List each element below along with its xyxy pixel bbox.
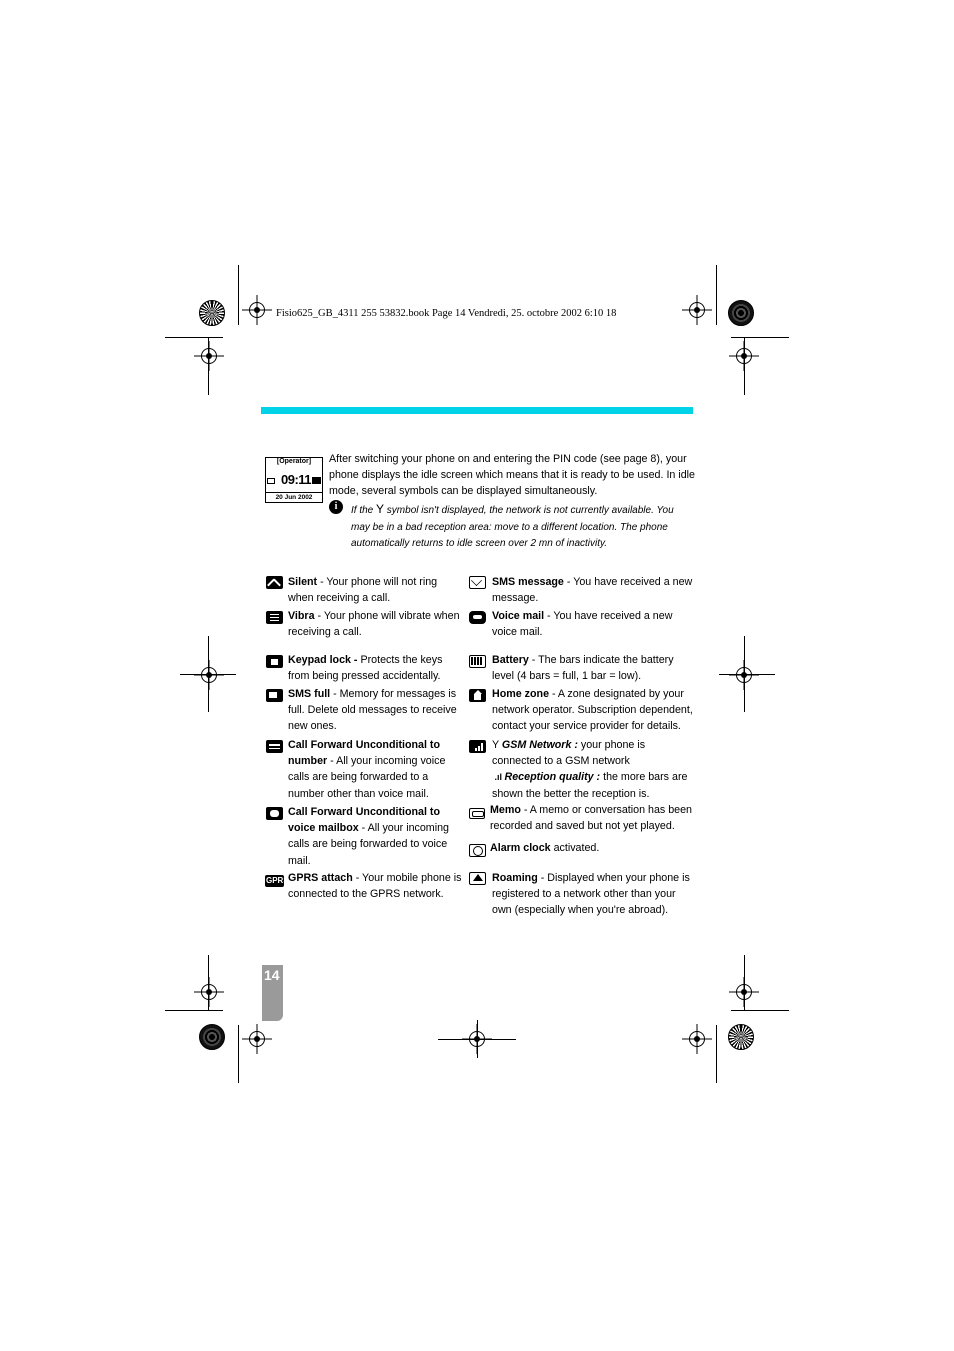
list-item: Battery - The bars indicate the battery level (4 bars = full, 1 bar = low).: [492, 654, 674, 683]
reception-bars-icon: .ıl: [492, 772, 505, 783]
list-item: Home zone - A zone designated by your network operator. Subscription dependent, contact your service provider for details.: [492, 688, 693, 733]
list-item: Voice mail - You have received a new voice mail.: [492, 610, 673, 639]
sms-message-icon: [469, 576, 486, 589]
signal-icon: [312, 477, 321, 484]
antenna-icon: Y: [492, 739, 502, 751]
color-target: [728, 300, 754, 326]
list-item: Alarm clock activated.: [490, 842, 600, 854]
color-target: [728, 1024, 754, 1050]
sms-full-icon: [266, 689, 283, 702]
clock-time: 09:11: [281, 472, 312, 487]
idle-screen-illustration: [265, 457, 323, 503]
keypad-lock-icon: [266, 655, 283, 668]
operator-label: [Operator]: [276, 458, 312, 465]
alarm-clock-icon: [469, 844, 486, 857]
list-item: Silent - Your phone will not ring when receiving a call.: [288, 576, 438, 605]
vibra-icon: [266, 611, 283, 624]
page-number: 14: [264, 967, 280, 983]
list-item: SMS message - You have received a new message.: [492, 576, 693, 605]
color-target: [199, 300, 225, 326]
voice-mail-icon: [469, 611, 486, 624]
file-info-header: Fisio625_GB_4311 255 53832.book Page 14 Vendredi, 25. octobre 2002 6:10 18: [276, 308, 617, 319]
list-item: GPRS attach - Your mobile phone is connected to the GPRS network.: [288, 872, 462, 901]
silent-icon: [266, 576, 283, 589]
battery-icon: [267, 478, 275, 484]
page-number-tab: [262, 965, 283, 1021]
call-forward-number-icon: [266, 740, 283, 753]
section-bar: [261, 407, 693, 414]
intro-note: If the Y symbol isn't displayed, the network is not currently available. You may be in a bad reception area: move to a different location. The phone automatically returns to idle screen over 2 mn of inactivity.: [351, 502, 674, 549]
intro-paragraph: After switching your phone on and entering the PIN code (see page 8), your phone displays the idle screen which means that it is ready to be used. In idle mode, several symbols can be displayed simultaneously.: [329, 453, 695, 497]
list-item: Vibra - Your phone will vibrate when receiving a call.: [288, 610, 460, 639]
info-icon: i: [329, 500, 343, 514]
list-item: Keypad lock - Protects the keys from being pressed accidentally.: [288, 654, 443, 683]
list-item: Memo - A memo or conversation has been recorded and saved but not yet played.: [490, 804, 692, 833]
gsm-network-icon: [469, 740, 486, 753]
display-date: 20 Jun 2002: [266, 492, 322, 501]
roaming-icon: [469, 872, 486, 885]
list-item: Y GSM Network : your phone is connected to a GSM network .ıl Reception quality : the more bars are shown the better the reception is.: [492, 739, 688, 800]
list-item: Roaming - Displayed when your phone is registered to a network other than your own (especially when you're abroad).: [492, 872, 690, 917]
list-item: Call Forward Unconditional to voice mailbox - All your incoming calls are being forwarded to voice mail.: [288, 806, 449, 867]
battery-icon: [469, 655, 486, 668]
home-zone-icon: [469, 689, 486, 702]
call-forward-mailbox-icon: [266, 807, 283, 820]
color-target: [199, 1024, 225, 1050]
memo-icon: [469, 808, 485, 819]
list-item: Call Forward Unconditional to number - All your incoming voice calls are being forwarded to a number other than voice mail.: [288, 739, 446, 800]
list-item: SMS full - Memory for messages is full. Delete old messages to receive new ones.: [288, 688, 457, 733]
antenna-icon: Y: [376, 502, 385, 516]
gprs-icon: GPRS: [266, 876, 289, 885]
